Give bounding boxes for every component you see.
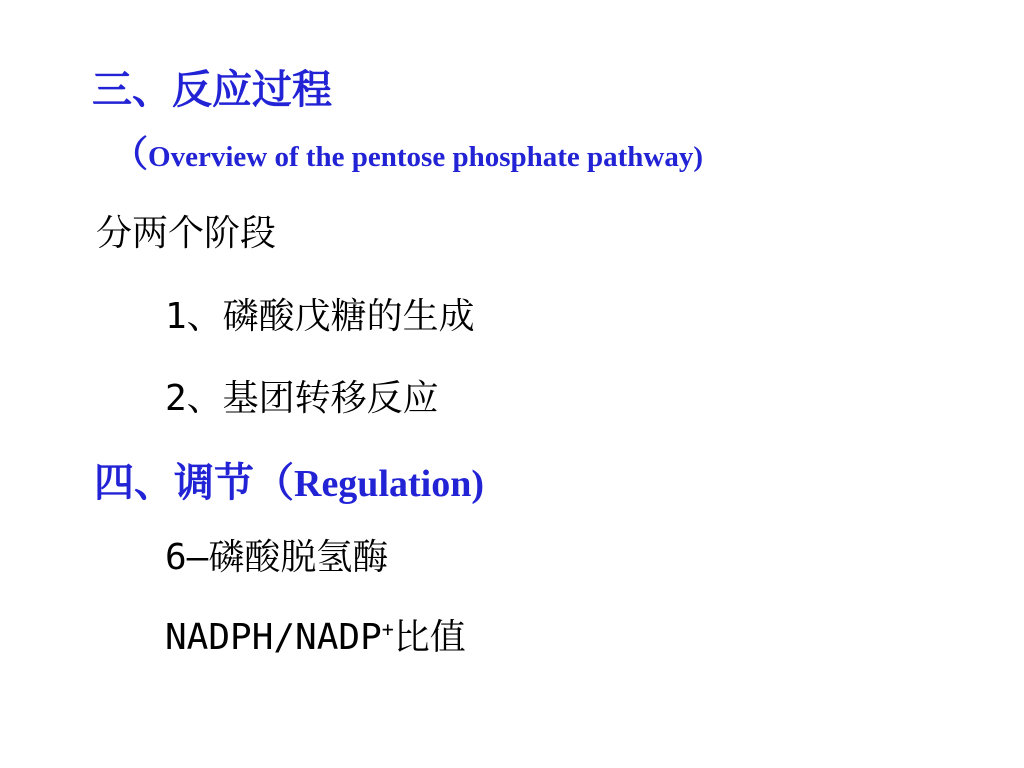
section-three-title: 三、反应过程: [92, 67, 332, 113]
regulation-item-1: 6—磷酸脱氢酶: [165, 537, 389, 578]
stage-item-2: 2、基团转移反应: [165, 378, 439, 419]
subtitle-open-paren: （: [112, 134, 149, 175]
subtitle-english: Overview of the pentose phosphate pathway: [148, 141, 694, 173]
regulation-ratio-prefix: NADPH/NADP: [165, 617, 382, 658]
section-four-title-en: Regulation): [294, 463, 484, 505]
stages-intro: 分两个阶段: [96, 213, 277, 254]
regulation-ratio-suffix: 比值: [393, 617, 466, 658]
section-four-title: [94, 460, 484, 506]
section-four-title-cn: 四、调节（: [94, 460, 294, 506]
regulation-item-2: [165, 617, 466, 658]
subtitle-close-paren: ): [693, 141, 704, 173]
section-three-subtitle: [112, 134, 704, 175]
stage-item-1: 1、磷酸戊糖的生成: [165, 296, 475, 337]
regulation-ratio-superscript: +: [381, 617, 394, 641]
